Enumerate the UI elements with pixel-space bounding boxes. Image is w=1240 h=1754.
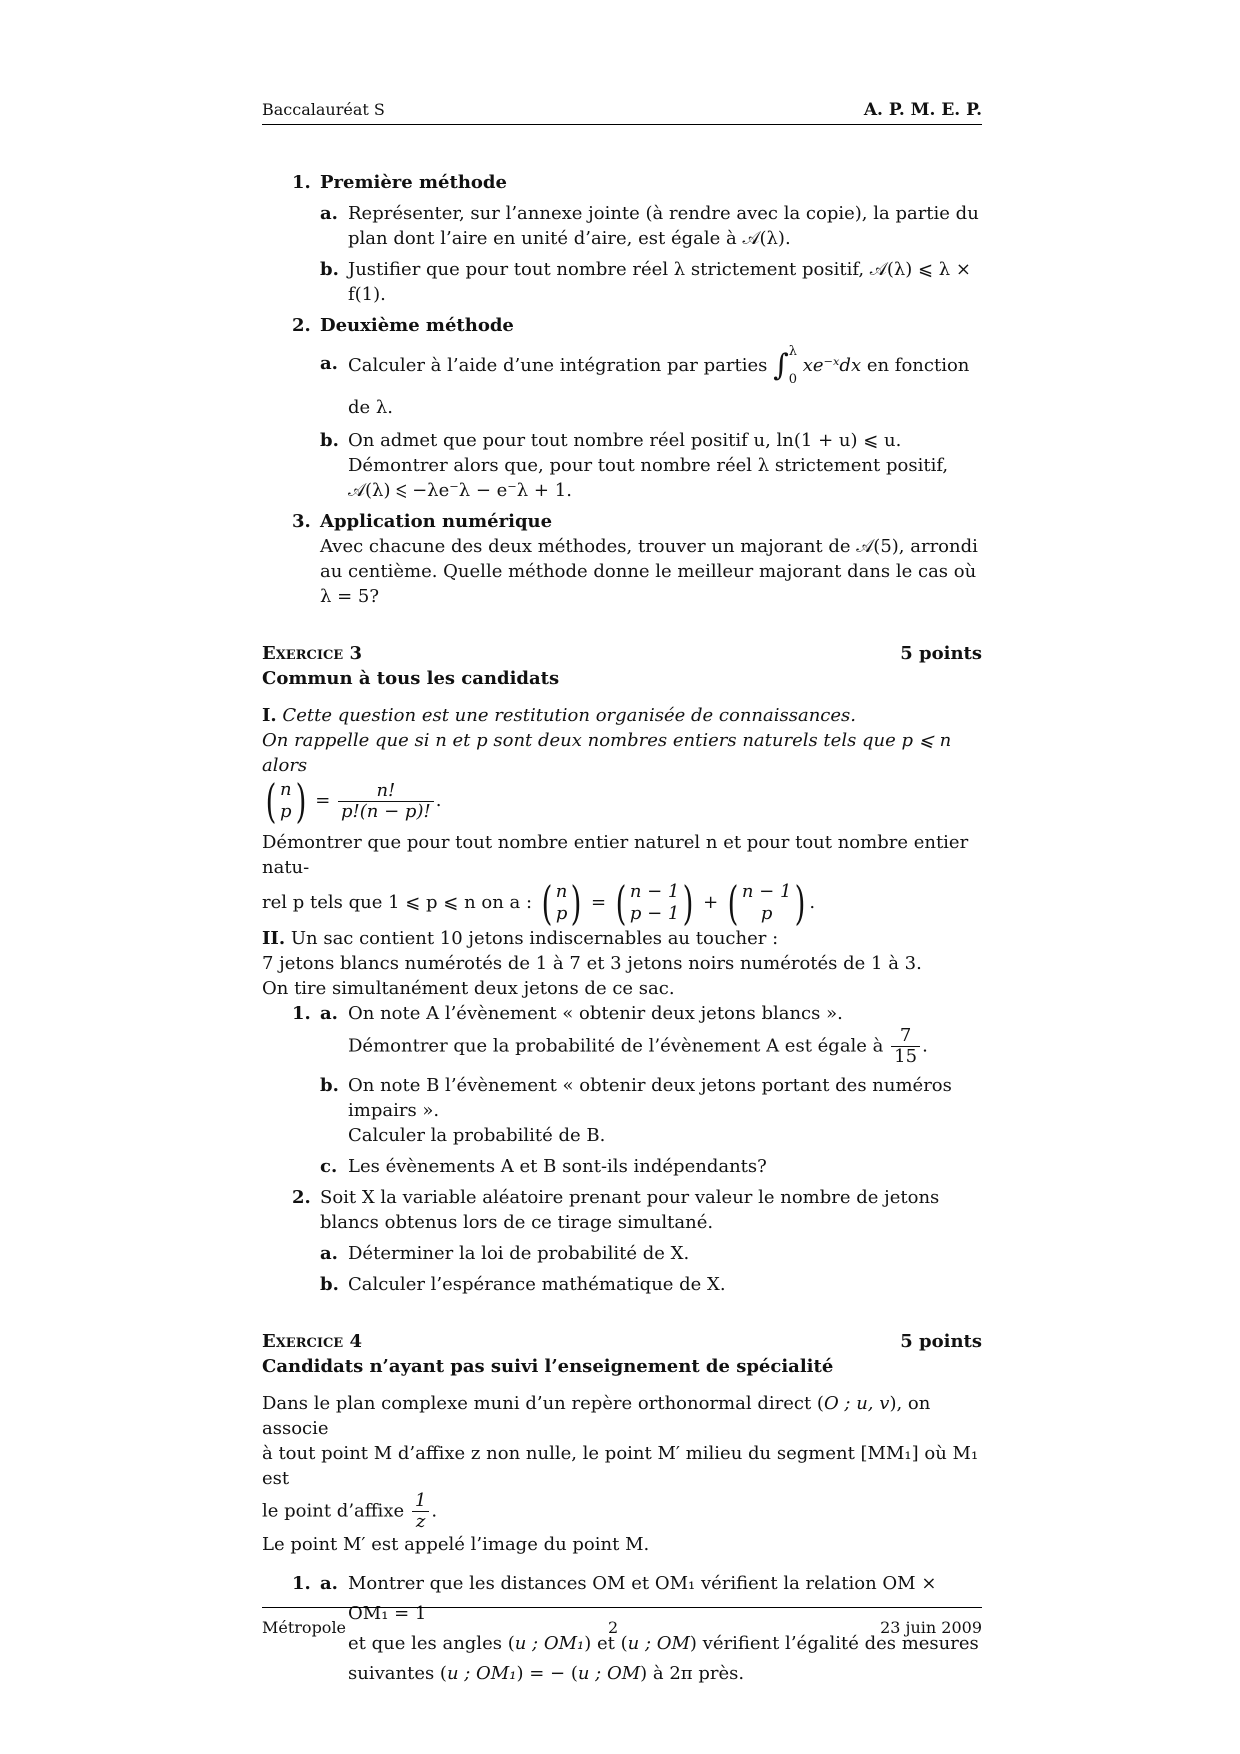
question-title: Deuxième méthode (320, 315, 514, 336)
question-text: Justifier que pour tout nombre réel λ strictement positif, 𝒜(λ) ⩽ λ × f(1). (348, 259, 972, 305)
angle-2: u ; OM (627, 1633, 690, 1654)
sub-label: b. (320, 1274, 339, 1295)
question-ex4-1a: 1. a. Montrer que les distances OM et OM₁ vérifient la relation OM × OM₁ = 1 et que les angles (u ; OM₁) et (u ; OM) vérifient l’égalité des mesures suivantes (u ; OM₁) = − (u ; OM) à 2π près. (262, 1569, 982, 1689)
question-ex3-1a: 1. a. On note A l’évènement « obtenir deux jetons blancs ». Démontrer que la probabilité de l’évènement A est égale à $\frac{7}{15}$ . (262, 1001, 982, 1067)
question-1b (262, 257, 982, 307)
question-text: On admet que pour tout nombre réel positif u, ln(1 + u) ⩽ u. (348, 430, 902, 451)
question-number: 2. (292, 1187, 311, 1208)
header-right: A. P. M. E. P. (863, 100, 982, 120)
page-content (262, 170, 982, 1689)
question-text: Avec chacune des deux méthodes, trouver un majorant de 𝒜(5), arrondi au centième. Quelle méthode donne le meilleur majorant dans le cas où λ = 5? (320, 536, 978, 607)
question-2 (262, 313, 982, 338)
integral-sign: ∫ (773, 348, 789, 383)
sub-label: a. (320, 1573, 338, 1594)
page-footer (262, 1607, 982, 1642)
exercise-4-heading (262, 1329, 982, 1354)
sub-label: b. (320, 1075, 339, 1096)
exercise-4-intro: Dans le plan complexe muni d’un repère orthonormal direct (O ; u, v), on associe à tout point M d’affixe z non nulle, le point M′ milieu du segment [MM₁] où M₁ est le point d’affixe $\frac{1}{z}$ . Le point M′ est appelé l’image du point M. (262, 1391, 982, 1557)
question-text: 7 jetons blancs numérotés de 1 à 7 et 3 jetons noirs numérotés de 1 à 3. (262, 953, 922, 974)
question-text: Calculer l’espérance mathématique de X. (348, 1274, 726, 1295)
question-text: à tout point M d’affixe z non nulle, le point M′ milieu du segment [MM₁] où M₁ est (262, 1443, 979, 1489)
page-header (262, 98, 982, 125)
exercise-title: Exercice 3 (262, 643, 362, 664)
exercise-3-heading (262, 641, 982, 666)
header-left: Baccalauréat S (262, 100, 385, 119)
exercise-subtitle: Candidats n’ayant pas suivi l’enseignement de spécialité (262, 1356, 834, 1377)
exercise-subtitle: Commun à tous les candidats (262, 668, 560, 689)
question-ex3-2 (262, 1185, 982, 1235)
binomial: ( n p ) (265, 774, 306, 828)
integrand: xe⁻ˣdx (802, 355, 862, 376)
question-text: Soit X la variable aléatoire prenant pour valeur le nombre de jetons blancs obtenus lors de ce tirage simultané. (320, 1187, 940, 1233)
question-number: 1. (292, 172, 311, 193)
question-3 (262, 509, 982, 609)
question-text: On note A l’évènement « obtenir deux jetons blancs ». (348, 1003, 843, 1024)
question-text: en fonction de λ. (348, 355, 970, 418)
question-ex3-2b (262, 1272, 982, 1297)
footer-date: 23 juin 2009 (880, 1618, 982, 1637)
exercise-title: Exercice 4 (262, 1331, 362, 1352)
question-2a (262, 344, 982, 428)
question-text: Montrer que les distances OM et OM₁ vérifient la relation OM × OM₁ = 1 (348, 1573, 937, 1624)
question-text: Démontrer que pour tout nombre entier naturel n et pour tout nombre entier natu- (262, 832, 969, 878)
part-label: I. (262, 705, 277, 726)
question-title: Première méthode (320, 172, 507, 193)
question-text: Déterminer la loi de probabilité de X. (348, 1243, 690, 1264)
question-text: On tire simultanément deux jetons de ce sac. (262, 978, 675, 999)
question-ex3-1c (262, 1154, 982, 1179)
inverse-fraction: $\frac{1}{z}$ (412, 1491, 429, 1532)
sub-label: a. (320, 1243, 338, 1264)
repere: (O ; u, v) (816, 1393, 897, 1414)
question-text: Le point M′ est appelé l’image du point M. (262, 1534, 650, 1555)
question-text: On note B l’évènement « obtenir deux jetons portant des numéros impairs ». (348, 1075, 952, 1121)
question-text: Représenter, sur l’annexe jointe (à rendre avec la copie), la partie du plan dont l’aire en unité d’aire, est égale à 𝒜(λ). (348, 203, 979, 249)
sub-label: b. (320, 259, 339, 280)
pascal-formula: rel p tels que 1 ⩽ p ⩽ n on a : ( n p ) = ( n − 1 p − 1 ) + ( n − 1 p ) . (262, 876, 816, 930)
question-text: Un sac contient 10 jetons indiscernables au toucher : (290, 928, 779, 949)
factorial-fraction: $\frac{n!}{p!(n - p)!}$ (338, 781, 434, 822)
question-title: Application numérique (320, 511, 553, 532)
question-text: Les évènements A et B sont-ils indépendants? (348, 1156, 767, 1177)
sub-label: a. (320, 1003, 338, 1024)
question-1a (262, 201, 982, 251)
question-text: Démontrer alors que, pour tout nombre réel λ strictement positif, (348, 455, 949, 476)
sub-label: a. (320, 353, 338, 374)
sub-label: a. (320, 203, 338, 224)
exercise-points: 5 points (900, 1331, 982, 1352)
question-text: Calculer la probabilité de B. (348, 1125, 606, 1146)
probability-fraction: $\frac{7}{15}$ (891, 1026, 920, 1067)
part-I (262, 703, 982, 930)
sub-label: c. (320, 1156, 338, 1177)
footer-left: Métropole (262, 1618, 347, 1637)
italic-text: On rappelle que si n et p sont deux nombres entiers naturels tels que p ⩽ n alors (262, 730, 952, 776)
question-text: Calculer à l’aide d’une intégration par parties (348, 355, 768, 376)
part-label: II. (262, 928, 286, 949)
exercise-points: 5 points (900, 643, 982, 664)
integral-upper: λ (788, 344, 797, 359)
document-page (262, 0, 982, 1754)
part-II (262, 926, 982, 1001)
question-ex3-1b (262, 1073, 982, 1148)
italic-text: Cette question est une restitution organisée de connaissances. (282, 705, 856, 726)
angle-1: u ; OM₁ (514, 1633, 585, 1654)
question-text: 𝒜(λ) ⩽ −λe⁻λ − e⁻λ + 1. (348, 480, 572, 501)
question-1 (262, 170, 982, 195)
integral-lower: 0 (788, 372, 797, 387)
question-text: Démontrer que la probabilité de l’évènement A est égale à $\frac{7}{15}$ . (348, 1025, 928, 1067)
question-ex3-2a (262, 1241, 982, 1266)
page-number: 2 (608, 1618, 619, 1637)
binomial-definition: ( n p ) = $\frac{n!}{p!(n - p)!}$ . (262, 778, 982, 824)
sub-label: b. (320, 430, 339, 451)
question-number: 3. (292, 511, 311, 532)
question-number: 2. (292, 315, 311, 336)
question-2b (262, 428, 982, 503)
